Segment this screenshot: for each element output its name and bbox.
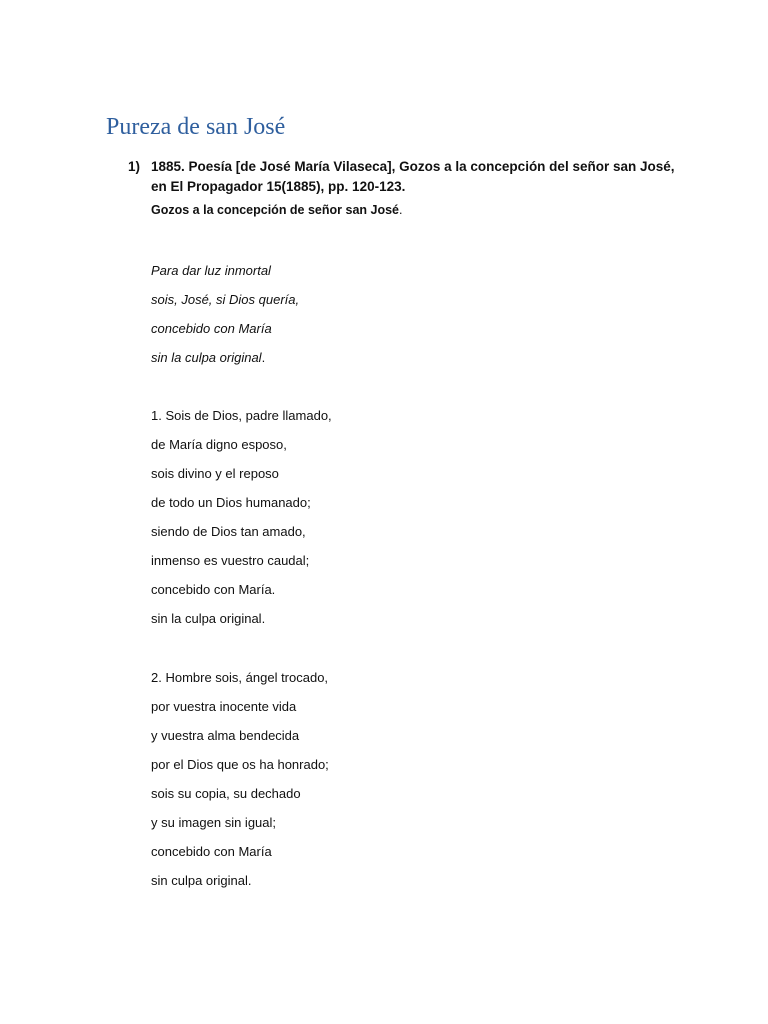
poem-subtitle [151, 203, 402, 217]
verse-line: inmenso es vuestro caudal; [151, 553, 310, 568]
verse-line: siendo de Dios tan amado, [151, 524, 306, 539]
poem-subtitle-text: Gozos a la concepción de señor san José [151, 203, 399, 217]
verse-line: 2. Hombre sois, ángel trocado, [151, 670, 329, 685]
verse-line-text: sin la culpa original [151, 350, 262, 365]
entry-line-1: 1885. Poesía [de José María Vilaseca], Gozos a la concepción del señor san José, [151, 159, 675, 174]
verse-line: por el Dios que os ha honrado; [151, 757, 329, 772]
verse-line: concebido con María. [151, 582, 276, 597]
verse-line: por vuestra inocente vida [151, 699, 297, 714]
verse-line [151, 343, 299, 372]
verse-line: de todo un Dios humanado; [151, 495, 311, 510]
verse-line-period: . [261, 350, 266, 365]
verse-line: de María digno esposo, [151, 437, 287, 452]
verse-line: sin la culpa original. [151, 611, 266, 626]
entry-text [151, 157, 681, 197]
verse-line: y su imagen sin igual; [151, 815, 277, 830]
verse-line: y vuestra alma bendecida [151, 728, 300, 743]
refrain [151, 256, 299, 372]
verse-line: Para dar luz inmortal [151, 263, 271, 278]
stanza-1 [151, 401, 332, 633]
verse-line: sois, José, si Dios quería, [151, 292, 300, 307]
verse-line: concebido con María [151, 844, 272, 859]
stanza-2 [151, 663, 329, 895]
verse-line: sois divino y el reposo [151, 466, 279, 481]
verse-line: 1. Sois de Dios, padre llamado, [151, 408, 332, 423]
poem-subtitle-period: . [399, 203, 403, 217]
verse-line: sois su copia, su dechado [151, 786, 301, 801]
verse-line: sin culpa original. [151, 873, 252, 888]
verse-line: concebido con María [151, 321, 272, 336]
document-title: Pureza de san José [106, 114, 286, 140]
entry-number: 1) [128, 159, 141, 174]
entry-line-2: en El Propagador 15(1885), pp. 120-123. [151, 179, 406, 194]
